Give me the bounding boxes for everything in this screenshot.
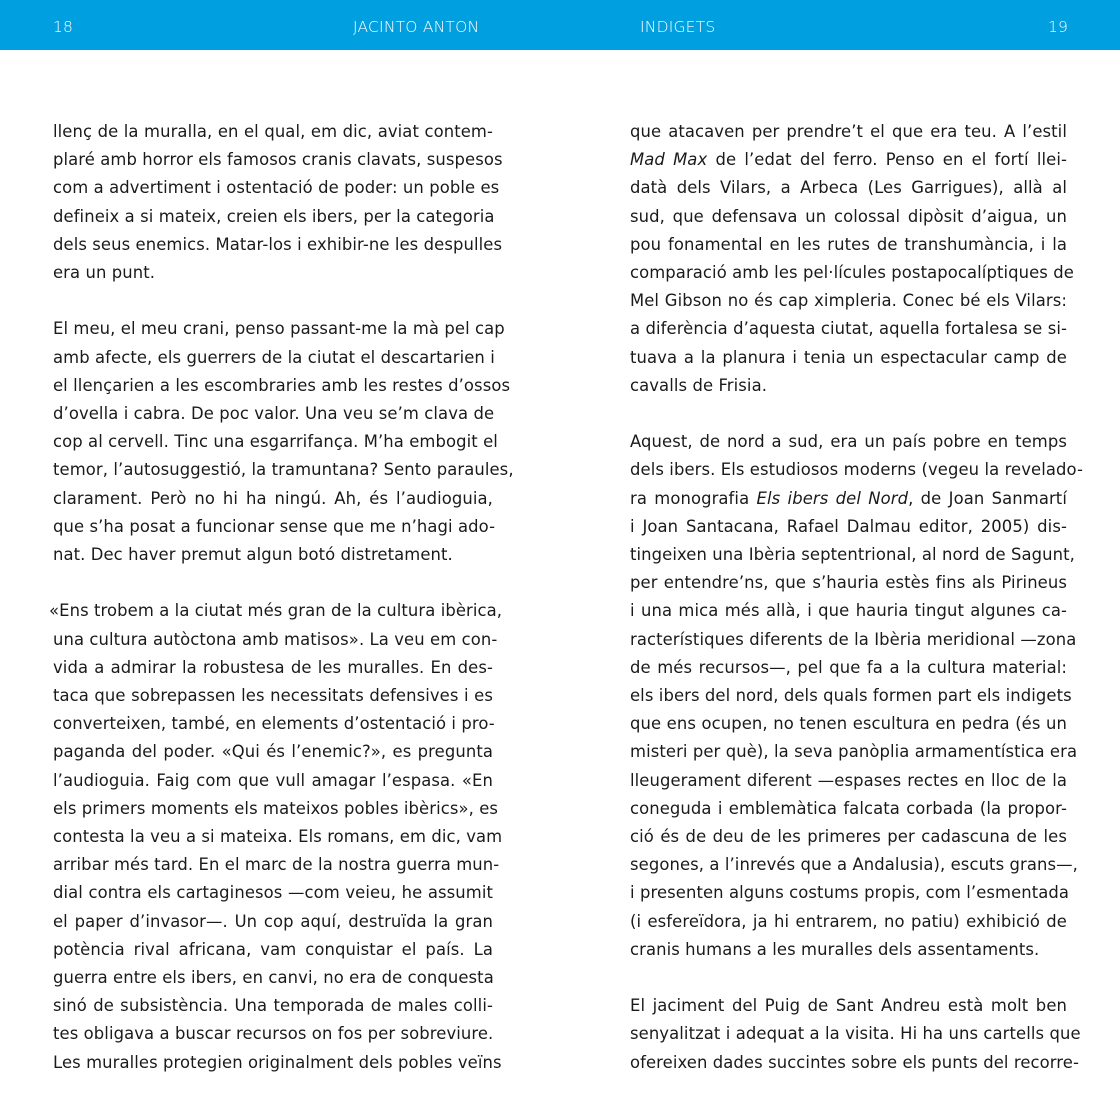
text-line: potència rival africana, vam conquistar el país. La xyxy=(53,939,493,959)
italic-title: Mad Max xyxy=(630,150,708,170)
page-number-right: 19 xyxy=(1048,18,1069,36)
text-line: era un punt. xyxy=(53,263,156,283)
text-line: ofereixen dades succintes sobre els punts del recorre- xyxy=(630,1052,1079,1072)
text-line: coneguda i emblemàtica falcata corbada (la propor- xyxy=(630,798,1067,818)
text-line: tingeixen una Ibèria septentrional, al nord de Sagunt, xyxy=(630,545,1075,565)
text-line: d’ovella i cabra. De poc valor. Una veu se’m clava de xyxy=(53,404,495,424)
text-line: guerra entre els ibers, en canvi, no era de conquesta xyxy=(53,968,494,988)
text-line: de més recursos—, pel que fa a la cultura material: xyxy=(630,657,1067,677)
text-line: El jaciment del Puig de Sant Andreu està molt ben xyxy=(630,996,1067,1016)
text-line: Aquest, de nord a sud, era un país pobre en temps xyxy=(630,432,1067,452)
running-header-author: JACINTO ANTON xyxy=(353,18,480,36)
text-line: l’audioguia. Faig com que vull amagar l’espasa. «En xyxy=(53,770,493,790)
text-line: defineix a si mateix, creien els ibers, per la categoria xyxy=(53,206,495,226)
text-line: clarament. Però no hi ha ningú. Ah, és l’audioguia, xyxy=(53,488,493,508)
text-line: que atacaven per prendre’t el que era teu. A l’estil xyxy=(630,122,1067,141)
text-line: sinó de subsistència. Una temporada de males colli- xyxy=(53,996,493,1016)
text-line: Les muralles protegien originalment dels pobles veïns xyxy=(53,1052,502,1072)
text-line: tuava a la planura i tenia un espectacular camp de xyxy=(630,347,1067,367)
text-line: els primers moments els mateixos pobles ibèrics», es xyxy=(53,798,499,818)
text-line: «Ens trobem a la ciutat més gran de la cultura ibèrica, xyxy=(49,601,503,621)
text-line: contesta la veu a si mateixa. Els romans, em dic, vam xyxy=(53,827,503,847)
text-line: taca que sobrepassen les necessitats defensives i es xyxy=(53,686,493,706)
text-line: ció és de deu de les primeres per cadascuna de les xyxy=(630,827,1067,847)
page-number-left: 18 xyxy=(53,18,74,36)
paragraph xyxy=(630,118,1074,400)
paragraph xyxy=(630,992,1081,1077)
text-line: misteri per què), la seva panòplia armamentística era xyxy=(630,742,1078,762)
text-line: ra monografia Els ibers del Nord, de Joan Sanmartí xyxy=(630,488,1067,508)
text-line: datà dels Vilars, a Arbeca (Les Garrigues), allà al xyxy=(630,178,1067,198)
text-line: llenç de la muralla, en el qual, em dic, aviat contem- xyxy=(53,122,493,141)
text-line: (i esfereïdora, ja hi entrarem, no patiu) exhibició de xyxy=(630,911,1067,931)
text-line: comparació amb les pel·lícules postapocalíptiques de xyxy=(630,263,1074,283)
text-line: dial contra els cartaginesos —com veieu, he assumit xyxy=(53,883,493,903)
text-line: segones, a l’inrevés que a Andalusia), escuts grans—, xyxy=(630,855,1078,875)
text-line: a diferència d’aquesta ciutat, aquella fortalesa se si- xyxy=(630,319,1067,339)
text-line: cop al cervell. Tinc una esgarrifança. M’ha embogit el xyxy=(53,432,498,452)
text-line: i una mica més allà, i que hauria tingut algunes ca- xyxy=(630,601,1067,621)
text-line: tes obligava a buscar recursos on fos per sobreviure. xyxy=(53,1024,494,1044)
text-line: temor, l’autosuggestió, la tramuntana? Sento paraules, xyxy=(53,460,514,480)
text-line: cavalls de Frisia. xyxy=(630,375,768,395)
text-line: senyalitzat i adequat a la visita. Hi ha uns cartells que xyxy=(630,1024,1081,1044)
paragraph xyxy=(630,428,1083,964)
text-line: arribar més tard. En el marc de la nostra guerra mun- xyxy=(53,855,500,875)
text-line: i Joan Santacana, Rafael Dalmau editor, 2005) dis- xyxy=(630,516,1067,536)
running-header-bar xyxy=(0,0,1120,50)
text-line: Mad Max de l’edat del ferro. Penso en el fortí llei- xyxy=(630,150,1068,170)
text-line: que ens ocupen, no tenen escultura en pedra (és un xyxy=(630,714,1067,734)
text-line: i presenten alguns costums propis, com l’esmentada xyxy=(630,883,1070,903)
text-line: converteixen, també, en elements d’ostentació i pro- xyxy=(53,714,495,734)
text-line: dels seus enemics. Matar-los i exhibir-ne les despulles xyxy=(53,234,503,254)
text-line: El meu, el meu crani, penso passant-me la mà pel cap xyxy=(53,319,505,339)
text-line: una cultura autòctona amb matisos». La veu em con- xyxy=(53,629,498,649)
text-line: paganda del poder. «Qui és l’enemic?», es pregunta xyxy=(53,742,493,762)
paragraph xyxy=(53,315,514,569)
text-line: vida a admirar la robustesa de les muralles. En des- xyxy=(53,657,493,677)
italic-title: Els ibers del Nord xyxy=(756,488,909,508)
text-line: per entendre’ns, que s’hauria estès fins als Pirineus xyxy=(630,573,1067,593)
text-line: Mel Gibson no és cap ximpleria. Conec bé els Vilars: xyxy=(630,291,1067,311)
paragraph xyxy=(53,118,503,287)
text-line: amb afecte, els guerrers de la ciutat el descartarien i xyxy=(53,347,495,367)
running-header-chapter: INDIGETS xyxy=(640,18,716,36)
text-line: sud, que defensava un colossal dipòsit d’aigua, un xyxy=(630,206,1067,226)
right-page-body xyxy=(630,118,1083,1105)
text-line: que s’ha posat a funcionar sense que me n’hagi ado- xyxy=(53,516,496,536)
text-line: el llençarien a les escombraries amb les restes d’ossos xyxy=(53,375,511,395)
text-line: com a advertiment i ostentació de poder: un poble es xyxy=(53,178,500,198)
text-line: plaré amb horror els famosos cranis clavats, suspesos xyxy=(53,150,503,170)
text-line: pou fonamental en les rutes de transhumància, i la xyxy=(630,234,1067,254)
text-line: lleugerament diferent —espases rectes en lloc de la xyxy=(630,770,1067,790)
left-page-body xyxy=(49,118,514,1105)
text-line: el paper d’invasor—. Un cop aquí, destruïda la gran xyxy=(53,911,493,931)
text-line: cranis humans a les muralles dels assentaments. xyxy=(630,939,1040,959)
paragraph xyxy=(49,597,503,1076)
text-line: racterístiques diferents de la Ibèria meridional —zona xyxy=(630,629,1077,649)
text-line: els ibers del nord, dels quals formen part els indigets xyxy=(630,686,1072,706)
text-line: dels ibers. Els estudiosos moderns (vegeu la revelado- xyxy=(630,460,1083,480)
text-line: nat. Dec haver premut algun botó distretament. xyxy=(53,545,453,565)
